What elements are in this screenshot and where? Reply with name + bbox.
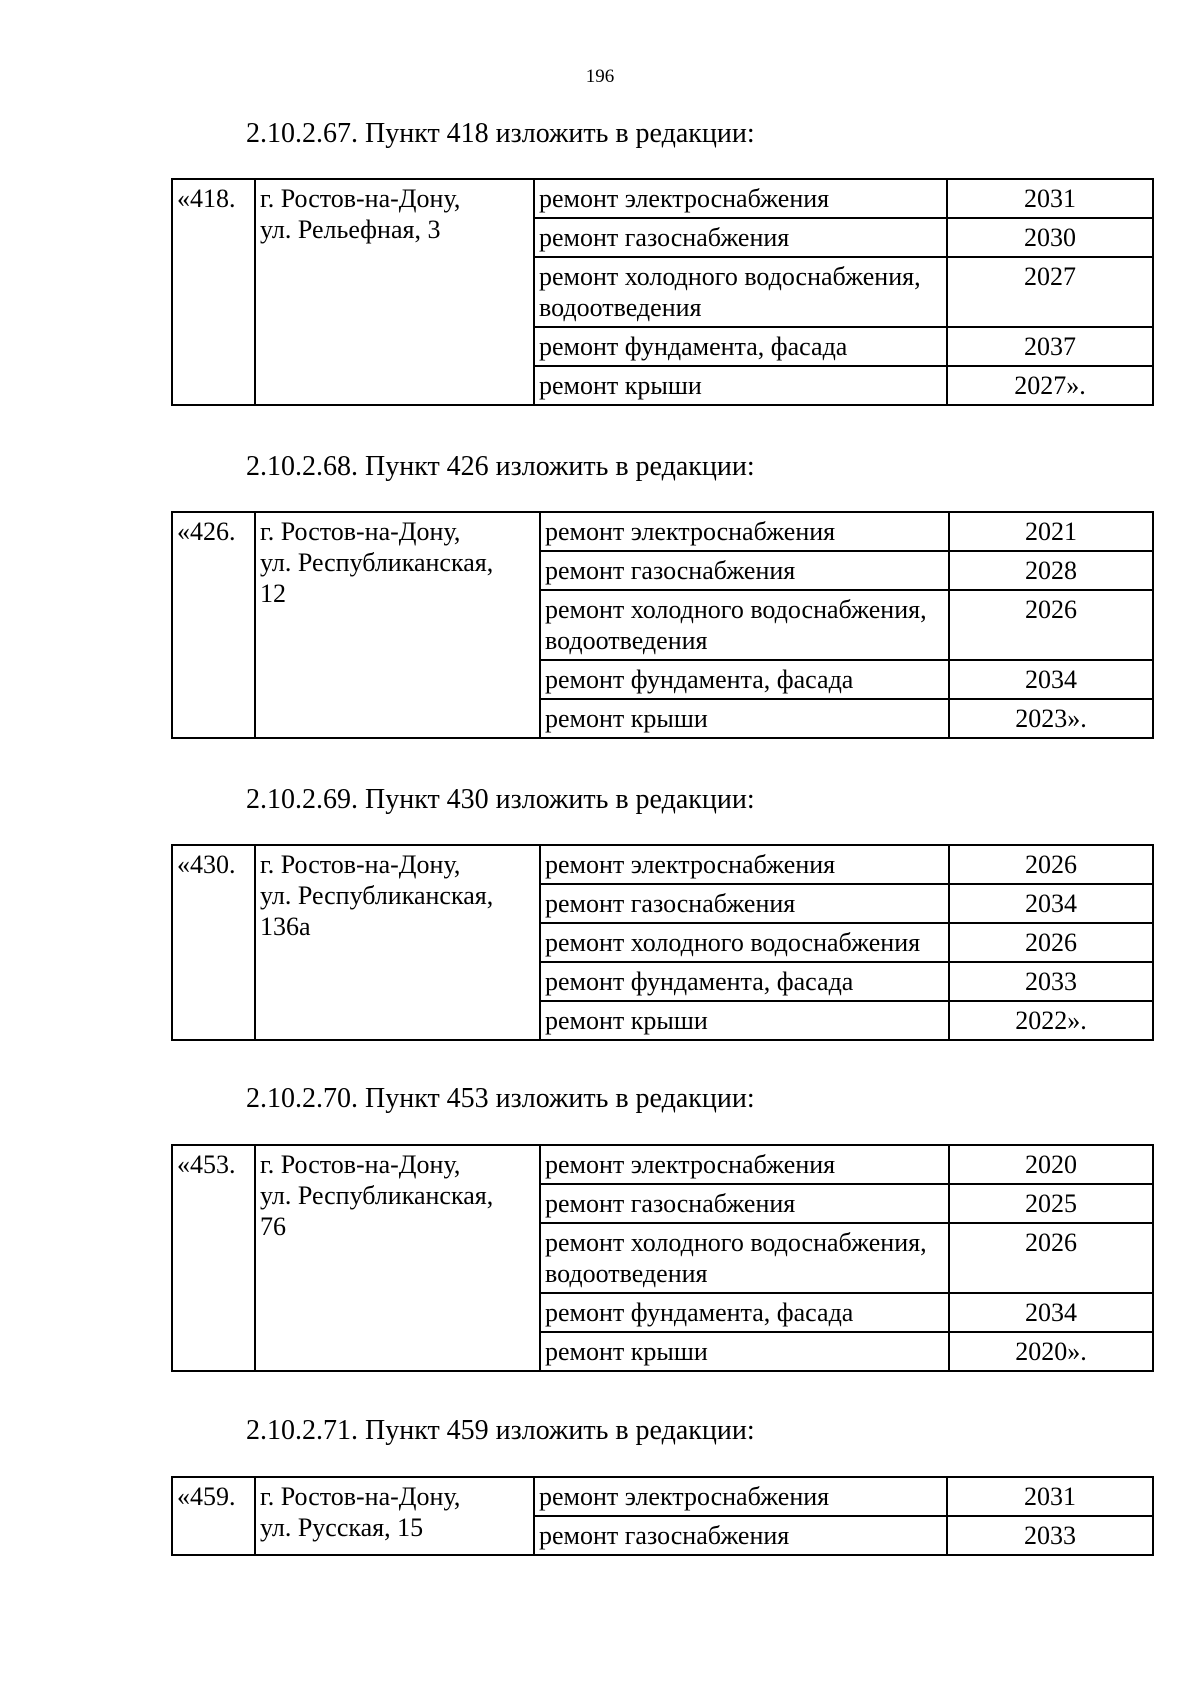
repair-table (171, 178, 1154, 406)
address-cell (255, 845, 540, 1040)
work-year: 2026 (949, 1223, 1153, 1293)
address-cell (255, 1477, 534, 1555)
work-year: 2034 (949, 884, 1153, 923)
work-year: 2026 (949, 590, 1153, 660)
address-line: г. Ростов-на-Дону, (260, 517, 461, 546)
address-line: ул. Республиканская, (260, 881, 494, 910)
address-line: ул. Рельефная, 3 (260, 215, 441, 244)
work-year: 2026 (949, 923, 1153, 962)
section-heading: 2.10.2.68. Пункт 426 изложить в редакции: (246, 451, 755, 482)
work-type: ремонт газоснабжения (540, 551, 949, 590)
work-type: ремонт электроснабжения (540, 845, 949, 884)
work-type: ремонт крыши (540, 1332, 949, 1371)
page-number: 196 (585, 66, 615, 87)
work-type: ремонт фундамента, фасада (540, 1293, 949, 1332)
address-line: ул. Республиканская, (260, 1181, 494, 1210)
work-year: 2033 (949, 962, 1153, 1001)
work-type: ремонт фундамента, фасада (534, 327, 947, 366)
address-cell (255, 179, 534, 405)
work-year: 2026 (949, 845, 1153, 884)
work-year: 2027». (947, 366, 1153, 405)
repair-table (171, 1144, 1154, 1372)
address-line: г. Ростов-на-Дону, (260, 1150, 461, 1179)
work-type: ремонт крыши (534, 366, 947, 405)
work-year: 2027 (947, 257, 1153, 327)
work-type: ремонт холодного водоснабжения (540, 923, 949, 962)
work-type: ремонт электроснабжения (540, 512, 949, 551)
work-type: ремонт фундамента, фасада (540, 660, 949, 699)
address-cell (255, 1145, 540, 1371)
repair-table (171, 1476, 1154, 1556)
work-year: 2033 (947, 1516, 1153, 1555)
work-year: 2028 (949, 551, 1153, 590)
item-number: «426. (172, 512, 255, 738)
work-type: ремонт холодного водоснабжения, водоотведения (540, 1223, 949, 1293)
work-type: ремонт крыши (540, 699, 949, 738)
work-type: ремонт электроснабжения (534, 179, 947, 218)
table-row (172, 1145, 1153, 1184)
address-line: 12 (260, 579, 286, 608)
work-type: ремонт газоснабжения (534, 1516, 947, 1555)
table-row (172, 1477, 1153, 1516)
work-year: 2020 (949, 1145, 1153, 1184)
address-line: г. Ростов-на-Дону, (260, 1482, 461, 1511)
item-number: «459. (172, 1477, 255, 1555)
work-type: ремонт электроснабжения (534, 1477, 947, 1516)
work-year: 2021 (949, 512, 1153, 551)
address-line: ул. Русская, 15 (260, 1513, 424, 1542)
work-year: 2031 (947, 1477, 1153, 1516)
work-type: ремонт крыши (540, 1001, 949, 1040)
repair-table (171, 844, 1154, 1041)
work-year: 2025 (949, 1184, 1153, 1223)
table-row (172, 179, 1153, 218)
address-line: 136а (260, 912, 311, 941)
work-year: 2023». (949, 699, 1153, 738)
item-number: «453. (172, 1145, 255, 1371)
work-type: ремонт газоснабжения (534, 218, 947, 257)
work-year: 2020». (949, 1332, 1153, 1371)
item-number: «430. (172, 845, 255, 1040)
table-row (172, 512, 1153, 551)
address-line: 76 (260, 1212, 286, 1241)
work-type: ремонт фундамента, фасада (540, 962, 949, 1001)
work-year: 2030 (947, 218, 1153, 257)
section-heading: 2.10.2.67. Пункт 418 изложить в редакции: (246, 118, 755, 149)
work-type: ремонт электроснабжения (540, 1145, 949, 1184)
work-type: ремонт газоснабжения (540, 884, 949, 923)
work-year: 2022». (949, 1001, 1153, 1040)
work-type: ремонт газоснабжения (540, 1184, 949, 1223)
item-number: «418. (172, 179, 255, 405)
work-type: ремонт холодного водоснабжения, водоотведения (540, 590, 949, 660)
work-year: 2037 (947, 327, 1153, 366)
work-year: 2031 (947, 179, 1153, 218)
address-line: г. Ростов-на-Дону, (260, 850, 461, 879)
address-cell (255, 512, 540, 738)
address-line: г. Ростов-на-Дону, (260, 184, 461, 213)
section-heading: 2.10.2.71. Пункт 459 изложить в редакции: (246, 1415, 755, 1446)
work-year: 2034 (949, 660, 1153, 699)
section-heading: 2.10.2.69. Пункт 430 изложить в редакции: (246, 784, 755, 815)
work-year: 2034 (949, 1293, 1153, 1332)
repair-table (171, 511, 1154, 739)
address-line: ул. Республиканская, (260, 548, 494, 577)
section-heading: 2.10.2.70. Пункт 453 изложить в редакции: (246, 1083, 755, 1114)
work-type: ремонт холодного водоснабжения, водоотведения (534, 257, 947, 327)
table-row (172, 845, 1153, 884)
